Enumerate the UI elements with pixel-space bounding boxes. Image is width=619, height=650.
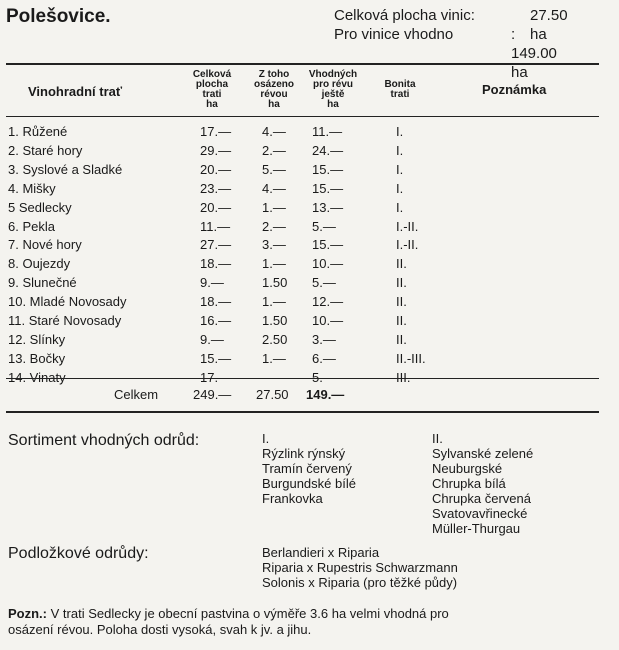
row-osazeno: 1.— <box>262 350 286 366</box>
row-osazeno: 1.— <box>262 294 286 310</box>
table-row <box>0 332 619 350</box>
header-celkova: Celková plocha trati ha <box>192 69 232 110</box>
row-celkova: 23.— <box>200 180 232 196</box>
table-row <box>0 200 619 218</box>
row-name: 2. Staré hory <box>8 142 83 158</box>
row-name: 3. Syslové a Sladké <box>8 161 123 177</box>
row-osazeno: 3.— <box>262 237 286 253</box>
header-poznamka: Poznámka <box>482 82 547 97</box>
total-celkova: 249.— <box>193 387 232 402</box>
row-osazeno: 1.50 <box>262 313 288 328</box>
podlozky-list <box>262 545 458 590</box>
row-bonita: I. <box>396 199 404 215</box>
total-row <box>0 387 619 405</box>
row-bonita: II. <box>396 275 407 291</box>
row-celkova: 9.— <box>200 331 224 347</box>
total-rule <box>6 378 599 379</box>
row-osazeno: 2.50 <box>262 331 288 347</box>
row-vhodnych: 3.— <box>312 331 336 347</box>
row-name: 12. Slínky <box>8 331 66 347</box>
variety-item: Sylvanské zelené <box>432 446 534 461</box>
suitable-area <box>334 25 557 81</box>
row-name: 14. Vinaty <box>8 369 66 385</box>
table-row <box>0 294 619 312</box>
table-row <box>0 237 619 255</box>
variety-item: Rýzlink rýnský <box>262 446 346 461</box>
header-trat: Vinohradní trať <box>28 84 123 99</box>
variety-item: Müller-Thurgau <box>432 521 521 536</box>
footnote-text-1: V trati Sedlecky je obecní pastvina o výměře 3.6 ha velmi vhodná pro <box>50 606 449 621</box>
row-celkova: 20.— <box>200 199 232 215</box>
row-celkova: 9.— <box>200 275 224 291</box>
row-bonita: II. <box>396 313 407 328</box>
page-title: Polešovice. <box>6 6 111 27</box>
rootstock-item: Berlandieri x Riparia <box>262 545 380 560</box>
row-bonita: II.-III. <box>396 350 426 366</box>
row-vhodnych: 5.— <box>312 369 336 385</box>
row-name: 4. Mišky <box>8 180 56 196</box>
table-top-rule <box>6 63 599 65</box>
row-name: 5 Sedlecky <box>8 199 72 215</box>
row-name: 11. Staré Novosady <box>8 313 122 328</box>
table-row <box>0 351 619 369</box>
table-bottom-rule <box>6 411 599 413</box>
row-vhodnych: 12.— <box>312 294 344 310</box>
variety-item: Tramín červený <box>262 461 352 476</box>
header-osazeno: Z toho osázeno révou ha <box>253 69 294 110</box>
row-osazeno: 4.— <box>262 180 286 196</box>
row-vhodnych: 24.— <box>312 142 344 158</box>
table-row <box>0 313 619 331</box>
row-celkova: 27.— <box>200 237 232 253</box>
row-name: 6. Pekla <box>8 218 55 234</box>
row-osazeno: 5.— <box>262 161 286 177</box>
table-row <box>0 181 619 199</box>
row-vhodnych: 11.— <box>312 124 343 139</box>
row-name: 1. Růžené <box>8 124 68 139</box>
table-row <box>0 275 619 293</box>
row-vhodnych: 15.— <box>312 161 344 177</box>
row-vhodnych: 13.— <box>312 199 344 215</box>
row-vhodnych: 15.— <box>312 180 344 196</box>
row-osazeno: 1.50 <box>262 275 288 291</box>
variety-item: Chrupka bílá <box>432 476 506 491</box>
row-celkova: 20.— <box>200 161 232 177</box>
row-osazeno: 1.— <box>262 256 286 272</box>
sortiment-label: Sortiment vhodných odrůd: <box>8 432 200 449</box>
row-vhodnych: 10.— <box>312 313 344 328</box>
row-name: 7. Nové hory <box>8 237 82 253</box>
variety-item: Burgundské bílé <box>262 476 356 491</box>
header-bonita: Bonita trati <box>384 79 416 100</box>
area-label: Celková plocha vinic: <box>334 7 475 24</box>
table-row <box>0 256 619 274</box>
row-bonita: I. <box>396 180 404 196</box>
footnote <box>8 606 608 638</box>
row-celkova: 15.— <box>200 350 232 366</box>
row-bonita: III. <box>396 369 411 385</box>
row-bonita: II. <box>396 331 407 347</box>
table-row <box>0 143 619 161</box>
footnote-text-2: osázení révou. Poloha dosti vysoká, svah k jv. a jihu. <box>8 622 312 637</box>
table-row <box>0 162 619 180</box>
row-name: 10. Mladé Novosady <box>8 294 127 310</box>
row-celkova: 18.— <box>200 294 232 310</box>
footnote-label: Pozn.: <box>8 606 47 621</box>
col2-head: II. <box>432 431 443 446</box>
area-value: 27.50 ha <box>530 7 568 43</box>
podlozky-label: Podložkové odrůdy: <box>8 545 149 562</box>
row-osazeno: 2.— <box>262 142 286 158</box>
row-osazeno: — <box>262 369 275 385</box>
row-vhodnych: 6.— <box>312 350 336 366</box>
row-celkova: 17.— <box>200 369 232 385</box>
table-row <box>0 124 619 142</box>
table-row <box>0 219 619 237</box>
variety-item: Svatovavřinecké <box>432 506 528 521</box>
variety-item: Chrupka červená <box>432 491 531 506</box>
suitable-label: Pro vinice vhodno <box>334 26 454 43</box>
row-osazeno: 1.— <box>262 199 286 215</box>
row-celkova: 11.— <box>200 218 231 234</box>
total-label: Celkem <box>114 387 159 402</box>
row-osazeno: 2.— <box>262 218 286 234</box>
sortiment-col1 <box>262 431 356 506</box>
row-vhodnych: 10.— <box>312 256 344 272</box>
row-name: 9. Slunečné <box>8 275 77 291</box>
total-osazeno: 27.50 <box>256 387 289 402</box>
row-bonita: I. <box>396 124 404 139</box>
header-vhodnych: Vhodných pro révu ještě ha <box>308 69 358 110</box>
sortiment-col2 <box>432 431 533 536</box>
header-rule <box>6 116 599 117</box>
row-name: 13. Bočky <box>8 350 66 366</box>
row-bonita: I.-II. <box>396 218 419 234</box>
variety-item: Neuburgské <box>432 461 503 476</box>
variety-item: Frankovka <box>262 491 323 506</box>
row-vhodnych: 5.— <box>312 218 336 234</box>
row-bonita: II. <box>396 294 407 310</box>
row-vhodnych: 15.— <box>312 237 344 253</box>
row-celkova: 17.— <box>200 124 232 139</box>
row-vhodnych: 5.— <box>312 275 336 291</box>
row-bonita: I. <box>396 161 404 177</box>
row-osazeno: 4.— <box>262 124 286 139</box>
row-name: 8. Oujezdy <box>8 256 71 272</box>
row-bonita: I. <box>396 142 404 158</box>
rootstock-item: Solonis x Riparia (pro těžké půdy) <box>262 575 458 590</box>
row-bonita: I.-II. <box>396 237 419 253</box>
suitable-value: : 149.00 ha <box>511 26 557 81</box>
row-celkova: 18.— <box>200 256 232 272</box>
col1-head: I. <box>262 431 270 446</box>
total-vhodnych: 149.— <box>306 387 345 402</box>
row-celkova: 29.— <box>200 142 232 158</box>
row-bonita: II. <box>396 256 407 272</box>
row-celkova: 16.— <box>200 313 232 328</box>
rootstock-item: Riparia x Rupestris Schwarzmann <box>262 560 458 575</box>
